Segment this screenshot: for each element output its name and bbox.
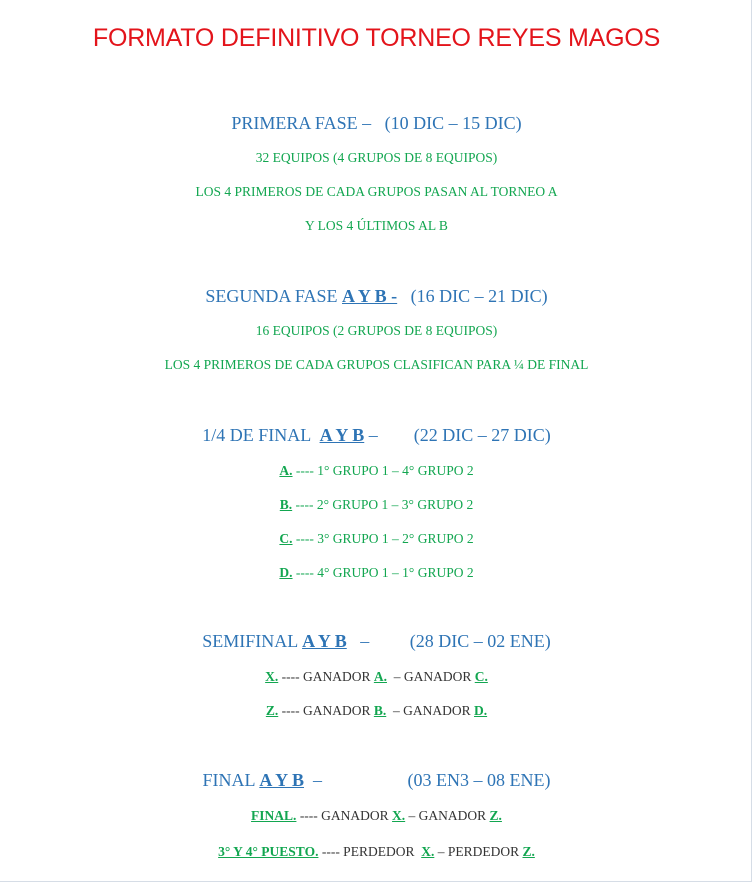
match-ref: Z.	[489, 808, 502, 823]
fase2-line: LOS 4 PRIMEROS DE CADA GRUPOS CLASIFICAN PARA ¼ DE FINAL	[164, 357, 589, 372]
semifinal-heading-pre: SEMIFINAL	[202, 631, 303, 651]
match-ref: B.	[373, 703, 387, 718]
match-key: D.	[279, 565, 293, 580]
match-key: B.	[279, 497, 293, 512]
semifinal-heading-dates: – (28 DIC – 02 ENE)	[346, 631, 551, 651]
final-heading-dates: – (03 EN3 – 08 ENE)	[304, 770, 551, 790]
fase2-line: 16 EQUIPOS (2 GRUPOS DE 8 EQUIPOS)	[255, 323, 498, 338]
match-ref: X.	[421, 844, 435, 859]
final-match	[0, 845, 753, 859]
match-key: C.	[279, 531, 293, 546]
document-title: FORMATO DEFINITIVO TORNEO REYES MAGOS	[92, 24, 661, 52]
match-key: X.	[265, 669, 279, 684]
fase1-heading: PRIMERA FASE – (10 DIC – 15 DIC)	[231, 113, 522, 133]
match-ref: C.	[474, 669, 488, 684]
final-heading-pre: FINAL	[202, 770, 260, 790]
fase2-heading-pre: SEGUNDA FASE	[205, 286, 342, 306]
fase2-heading	[0, 287, 753, 305]
match-key: 3° Y 4° PUESTO.	[218, 844, 319, 859]
match-text: – GANADOR	[386, 703, 474, 718]
fase1-line: 32 EQUIPOS (4 GRUPOS DE 8 EQUIPOS)	[255, 150, 498, 165]
cuartos-heading	[0, 426, 753, 444]
final-match	[0, 809, 753, 823]
semifinal-heading-groups: A Y B	[302, 631, 347, 651]
match-ref: Z.	[522, 844, 535, 859]
match-text: ---- GANADOR	[278, 703, 374, 718]
match-ref: D.	[474, 703, 488, 718]
cuartos-heading-dates: – (22 DIC – 27 DIC)	[364, 425, 551, 445]
semifinal-heading	[0, 632, 753, 650]
match-text: ---- 3° GRUPO 1 – 2° GRUPO 2	[292, 531, 474, 546]
cuartos-heading-groups: A Y B	[319, 425, 365, 445]
match-text: ---- GANADOR	[296, 808, 393, 823]
match-key: Z.	[265, 703, 279, 718]
match-text: ---- GANADOR	[278, 669, 374, 684]
fase1-line: Y LOS 4 ÚLTIMOS AL B	[305, 218, 448, 233]
cuartos-match	[0, 498, 753, 512]
match-text: ---- PERDEDOR	[318, 844, 422, 859]
fase2-heading-dates: (16 DIC – 21 DIC)	[397, 286, 548, 306]
cuartos-match	[0, 464, 753, 478]
semifinal-match	[0, 704, 753, 718]
fase2-heading-groups: A Y B -	[342, 286, 398, 306]
semifinal-match	[0, 670, 753, 684]
match-text: ---- 2° GRUPO 1 – 3° GRUPO 2	[292, 497, 474, 512]
match-key: A.	[279, 463, 293, 478]
match-text: ---- 1° GRUPO 1 – 4° GRUPO 2	[292, 463, 474, 478]
cuartos-match	[0, 532, 753, 546]
final-heading-groups: A Y B	[259, 770, 305, 790]
match-ref: A.	[373, 669, 387, 684]
match-key: FINAL.	[251, 808, 297, 823]
match-ref: X.	[392, 808, 406, 823]
final-heading	[0, 771, 753, 789]
match-text: ---- 4° GRUPO 1 – 1° GRUPO 2	[292, 565, 474, 580]
match-text: – PERDEDOR	[434, 844, 523, 859]
cuartos-match	[0, 566, 753, 580]
cuartos-heading-pre: 1/4 DE FINAL	[202, 425, 320, 445]
match-text: – GANADOR	[386, 669, 475, 684]
match-text: – GANADOR	[405, 808, 490, 823]
fase1-line: LOS 4 PRIMEROS DE CADA GRUPOS PASAN AL TORNEO A	[195, 184, 558, 199]
